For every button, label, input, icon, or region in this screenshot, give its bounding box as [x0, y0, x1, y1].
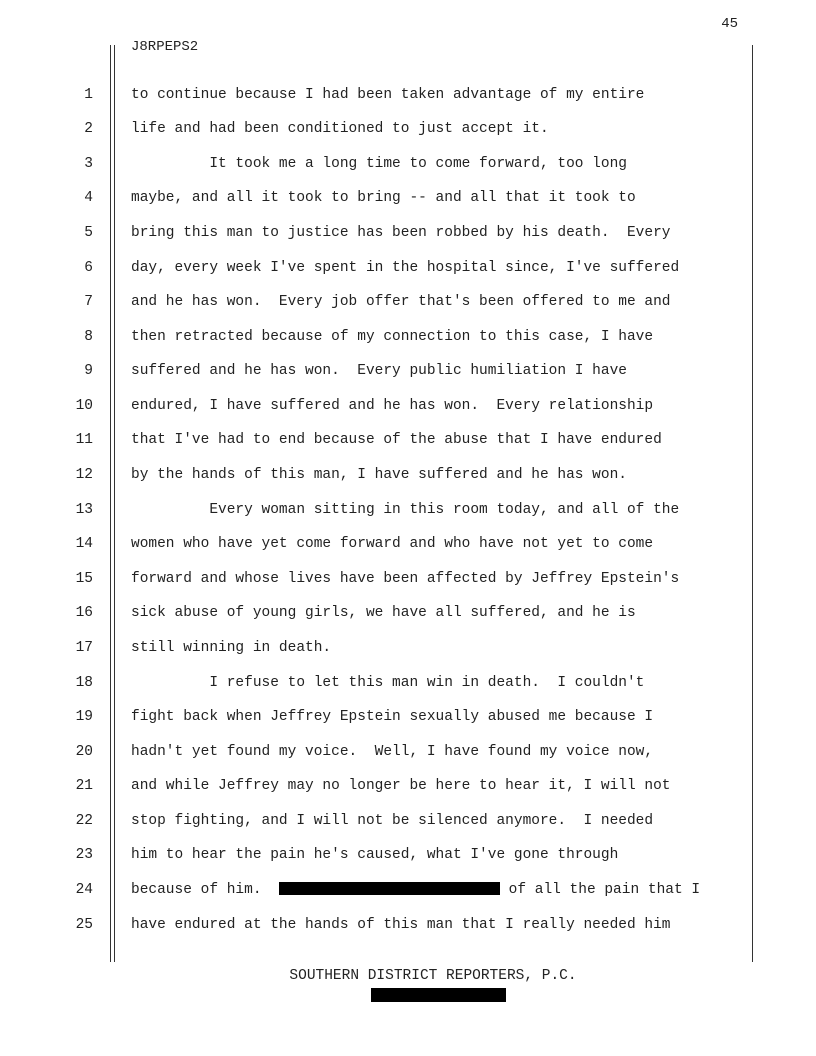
line-number: 11 [75, 432, 93, 448]
line-number: 20 [75, 744, 93, 760]
line-number: 14 [75, 536, 93, 552]
transcript-line: to continue because I had been taken advantage of my entire [131, 87, 645, 103]
transcript-line: bring this man to justice has been robbed by his death. Every [131, 225, 671, 241]
line-text-before-redaction: because of him. [131, 882, 279, 898]
line-number: 2 [84, 121, 93, 137]
line-number: 12 [75, 467, 93, 483]
line-text-after-redaction: of all the pain that I [499, 882, 701, 898]
transcript-line: have endured at the hands of this man that I really needed him [131, 917, 671, 933]
transcript-line: forward and whose lives have been affected by Jeffrey Epstein's [131, 571, 680, 587]
footer-redaction-bar [371, 988, 506, 1002]
right-margin-rule [752, 45, 753, 962]
header-code: J8RPEPS2 [131, 39, 199, 55]
line-number: 7 [84, 294, 93, 310]
transcript-line: and he has won. Every job offer that's been offered to me and [131, 294, 671, 310]
transcript-line: that I've had to end because of the abuse that I have endured [131, 432, 662, 448]
line-number: 9 [84, 363, 93, 379]
line-number: 21 [75, 778, 93, 794]
line-number: 18 [75, 675, 93, 691]
line-number: 25 [75, 917, 93, 933]
transcript-line: life and had been conditioned to just accept it. [131, 121, 549, 137]
transcript-line: suffered and he has won. Every public humiliation I have [131, 363, 627, 379]
transcript-line: It took me a long time to come forward, too long [131, 156, 627, 172]
line-number: 6 [84, 260, 93, 276]
line-number: 16 [75, 605, 93, 621]
line-number: 10 [75, 398, 93, 414]
line-number: 13 [75, 502, 93, 518]
transcript-line: maybe, and all it took to bring -- and all that it took to [131, 190, 636, 206]
transcript-line-redacted [131, 880, 700, 900]
line-number: 3 [84, 156, 93, 172]
transcript-line: and while Jeffrey may no longer be here to hear it, I will not [131, 778, 671, 794]
line-number: 1 [84, 87, 93, 103]
transcript-line: fight back when Jeffrey Epstein sexually abused me because I [131, 709, 654, 725]
transcript-line: women who have yet come forward and who have not yet to come [131, 536, 654, 552]
footer-reporter-name: SOUTHERN DISTRICT REPORTERS, P.C. [289, 968, 577, 984]
line-number: 19 [75, 709, 93, 725]
line-number: 15 [75, 571, 93, 587]
transcript-line: by the hands of this man, I have suffered and he has won. [131, 467, 627, 483]
line-number: 4 [84, 190, 93, 206]
transcript-line: day, every week I've spent in the hospital since, I've suffered [131, 260, 680, 276]
transcript-line: him to hear the pain he's caused, what I've gone through [131, 847, 619, 863]
line-number: 22 [75, 813, 93, 829]
transcript-line: hadn't yet found my voice. Well, I have found my voice now, [131, 744, 654, 760]
transcript-line: still winning in death. [131, 640, 332, 656]
page-number: 45 [721, 16, 738, 32]
transcript-line: stop fighting, and I will not be silenced anymore. I needed [131, 813, 654, 829]
line-number: 24 [75, 882, 93, 898]
redaction-bar [279, 882, 500, 895]
line-number: 5 [84, 225, 93, 241]
transcript-line: then retracted because of my connection to this case, I have [131, 329, 654, 345]
left-margin-rule [110, 45, 111, 962]
line-number: 17 [75, 640, 93, 656]
transcript-line: endured, I have suffered and he has won. Every relationship [131, 398, 654, 414]
line-number: 23 [75, 847, 93, 863]
line-number: 8 [84, 329, 93, 345]
transcript-line: I refuse to let this man win in death. I couldn't [131, 675, 645, 691]
transcript-line: Every woman sitting in this room today, and all of the [131, 502, 680, 518]
transcript-line: sick abuse of young girls, we have all suffered, and he is [131, 605, 636, 621]
left-margin-rule-inner [114, 45, 115, 962]
